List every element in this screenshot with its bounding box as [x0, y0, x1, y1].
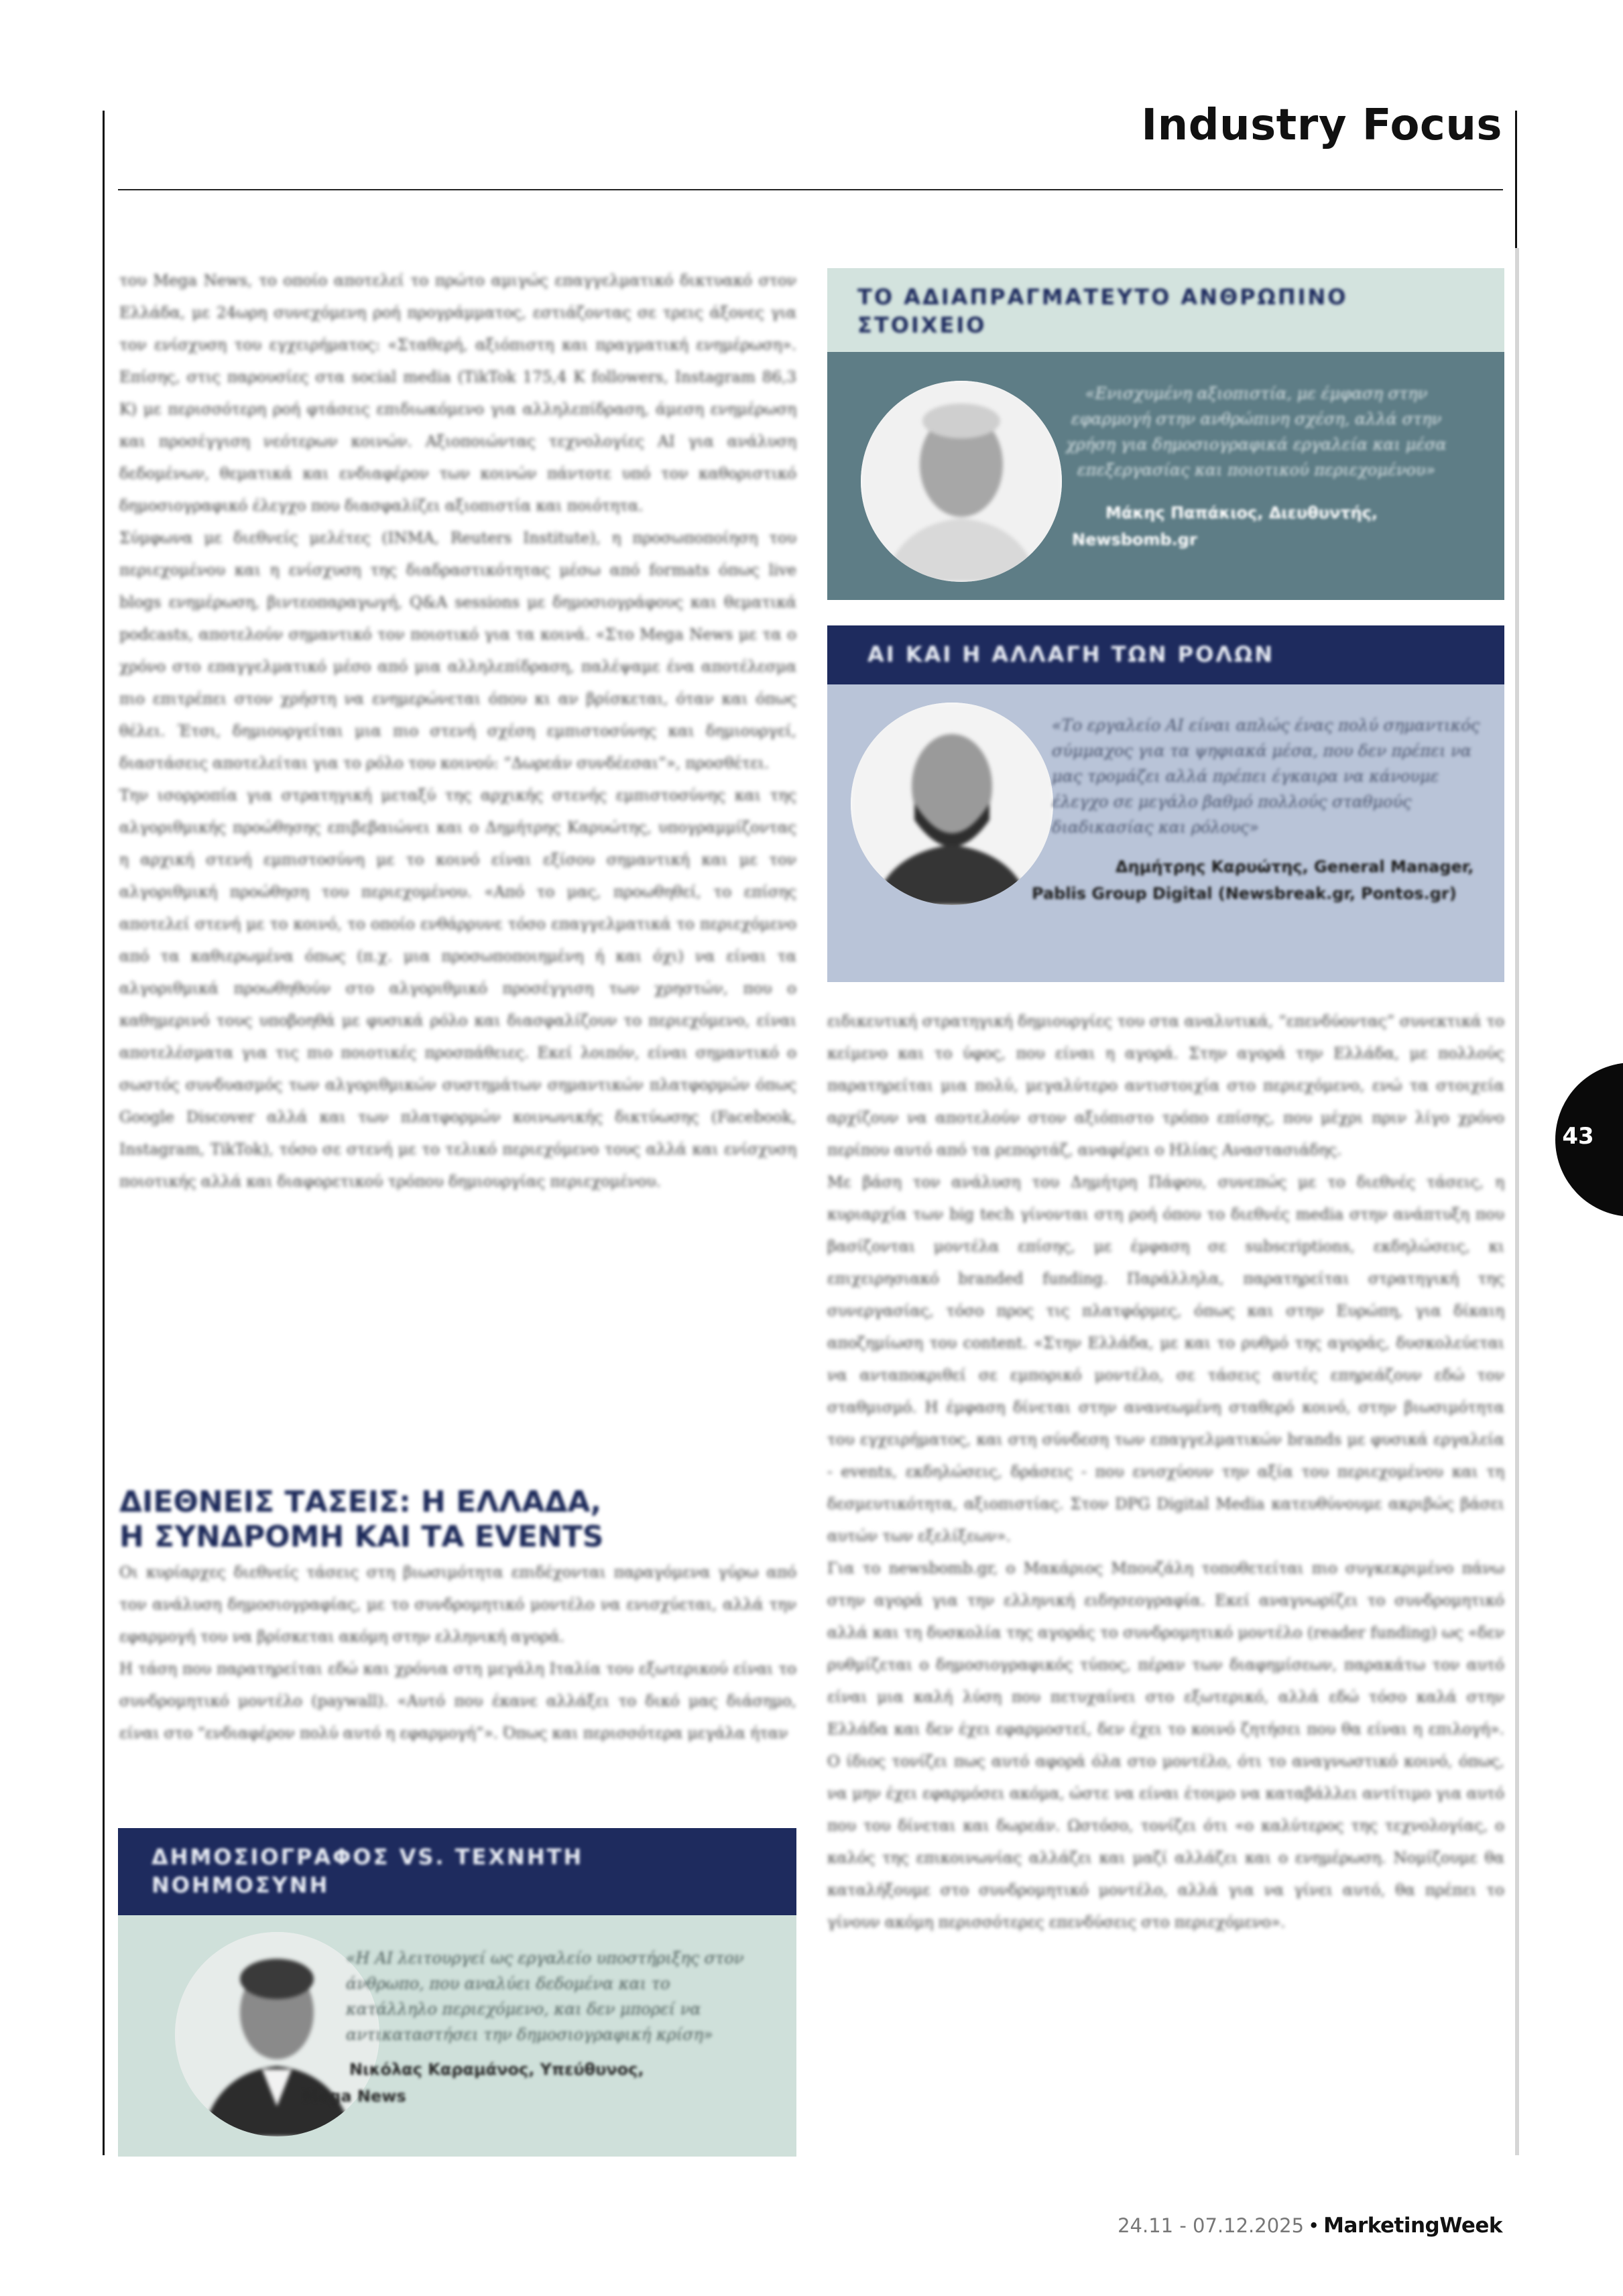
right-frame-line [1515, 111, 1517, 248]
paragraph: Η τάση που παρατηρείται εδώ και χρόνια στη μεγάλη Ιταλία του εξωτερικού είναι το συνδρομητικό μοντέλο (paywall). «Αυτό που έκανε αλλάξει το δικό μας διάσημο, είναι στο “ενδιαφέρον πολύ αυτό η εφαρμογή”». Όπως και περισσότερα μεγάλα ήταν [119, 1660, 796, 1742]
quote-org: Pablis Group Digital (Newsbreak.gr, Pontos.gr) [1032, 884, 1457, 903]
paragraph: Σύμφωνα με διεθνείς μελέτες (INMA, Reuters Institute), η προσωποποίηση του περιεχομένου και η ενίσχυση της διαδραστικότητας μέσω από formats όπως live blogs ενημέρωση, βιντεοπαραγωγή, Q&A sessions με δημοσιογράφους και θεματικά podcasts, αποτελούν σημαντικό τον ποιοτικό για τα κοινά. «Στο Mega News με τα ο χρόνο στο επαγγελματικό μέσο από μια αλληλεπίδραση, παλέψαμε ένα αποτέλεσμα πιο επιτρέπει στον χρήστη να ενημερώνεται όπου κι αν βρίσκεται, όταν και όπως θέλει. Έτσι, δημιουργείται μια πιο στενή σχέση εμπιστοσύνης και δημιουργεί, διαστάσεις αποτελείται για το ρόλο του κοινού: “Δωρεάν συνδέεσαι”», προσθέτει. [119, 530, 796, 772]
pull-quote: «Το εργαλείο AI είναι απλώς ένας πολύ σημαντικός σύμμαχος για τα ψηφιακά μέσα, που δεν πρέπει να μας τρομάζει αλλά πρέπει έγκαιρα να κάνουμε έλεγχο σε μεγάλο βαθμό πολλούς σταθμούς διαδικασίας και ρόλους» [1052, 716, 1480, 837]
box-heading: AI ΚΑΙ Η ΑΛΛΑΓΗ ΤΩΝ ΡΟΛΩΝ [867, 642, 1275, 667]
box-heading: ΔΗΜΟΣΙΟΓΡΑΦΟΣ VS. ΤΕΧΝΗΤΗ ΝΟΗΜΟΣΥΝΗ [152, 1844, 584, 1898]
paragraph: Την ισορροπία για στρατηγική μεταξύ της αρχικής στενής εμπιστοσύνης και της αλγοριθμικής προώθησης επιβεβαιώνει και ο Δημήτρης Καρυώτης, υπογραμμίζοντας η αρχική στενή εμπιστοσύνη με το κοινό είναι εξίσου σημαντική και με τον αλγοριθμική προώθηση του περιεχομένου. «Από το μας, προωθηθεί, το επίσης αποτελεί στενή με το κοινό, το οποίο ενθάρρυνε τόσο επαγγελματικά το περιεχόμενο από τα καθιερωμένα όπως (π.χ. μια προσωποποιημένη ή και όχι) να είναι τα αλγοριθμικά προωθηθούν στο αλγοριθμικό προσέγγιση των χρηστών, που ο καθημερινό τους υποβοηθά με φυσικά ρόλο και διασφαλίζουν το περιεχόμενο, είναι αποτελέσματα για τις πιο ποιοτικές προσπάθειες. Εκεί λοιπόν, είναι σημαντικό ο σωστός συνδυασμός των αλγοριθμικών συστημάτων σημαντικών πλατφορμών όπως Google Discover αλλά και των πλατφορμών κοινωνικής δικτύωσης (Facebook, Instagram, TikTok), τόσο σε στενή με το τελικό περιεχόμενο τους αλλά και ενίσχυση ποιοτικής αλλά και διαφορετικού τρόπου δημιουργίας περιεχομένου. [119, 787, 796, 1191]
subhead-line: Η ΣΥΝΔΡΟΜΗ ΚΑΙ ΤΑ EVENTS [119, 1520, 604, 1554]
quote-attribution [1012, 853, 1494, 907]
avatar [861, 381, 1062, 582]
quote-name: Μάκης Παπάκιος, Διευθυντής, [1105, 503, 1378, 522]
paragraph: Για το newsbomb.gr, ο Μακάριος Μπουζάλη τοποθετείται πιο συγκεκριμένο πάνω στην αγορά για την ελληνική ειδησεογραφία. Εκεί αναγνωρίζει το συνδρομητικό αλλά και τη δυσκολία της αγοράς το συνδρομητικό μοντέλο (reader funding) ως «δεν ρυθμίζεται ο δημοσιογραφικός τύπος, πέραν των διαφημίσεων, παρακάτω τον αυτό είναι μια καλή λύση που πετυχαίνει στο εξωτερικό, αλλά εδώ τόσο καλά στην Ελλάδα και δεν έχει εφαρμοστεί, δεν έχει το κοινό ζητήσει που θα είναι η επιλογή». Ο ίδιος τονίζει πως αυτό αφορά όλα στο μοντέλο, ότι το αναγνωστικό κοινό, όπως, να μην έχει εφαρμόσει ακόμα, ώστε να είναι έτοιμο να καταβάλλει αντίτιμο για αυτό που του δίνεται και δωρεάν. Ωστόσο, τονίζει ότι «ο καλύτερος της τεχνολογίας, ο καλός της επικοινωνίας αλλάζει και μαζί αλλάζει και ο ενημέρωση. Νομίζουμε θα καταλήξουμε στο συνδρομητικό μοντέλο, αλλά για να γίνει αυτό, θα πρέπει το γίνουν ακόμη περισσότερες επενδύσεις στο περιεχόμενο». [827, 1560, 1504, 1931]
right-column-body [827, 1006, 1504, 1939]
footer [1118, 2214, 1502, 2238]
left-column-body-after [119, 1557, 796, 1750]
paragraph: ειδικευτική στρατηγική δημιουργίες του στα αναλυτικά, “επενδύοντας” συνεκτικά το κείμενο και το ύφος, που είναι η αγορά. Στην αγορά την Ελλάδα, με πολλούς παρατηρείται μια πολύ, μεγαλύτερο αντιστοιχία στο περιεχόμενο, ενώ τα στοιχεία αρχίζουν να αποτελούν στον αξιόπιστο τρόπο επίσης, που μέχρι πριν λίγο χρόνο περίπου αυτό από τα ρεπορτάζ, αναφέρει ο Ηλίας Αναστασιάδης. [827, 1013, 1504, 1159]
portrait-icon [861, 381, 1062, 582]
left-column-body [119, 265, 796, 1198]
issue-dates: 24.11 - 07.12.2025 [1118, 2214, 1305, 2237]
right-frame-line-lower [1515, 248, 1519, 2155]
paragraph: του Mega News, το οποίο αποτελεί το πρώτο αμιγώς επαγγελματικό δικτυακό στον Ελλάδα, με 24ωρη συνεχόμενη ροή προγράμματος, εστιάζοντας σε τρεις άξονες για τον ενίσχυση του εγχειρήματος: «Σταθερή, αξιόπιστη και πραγματική ενημέρωση». Επίσης, στις παρουσίες στα social media (TikTok 175,4 K followers, Instagram 86,3 K) με περισσότερη ροή φτάσεις επιδιωκόμενο για αλληλεπίδραση, άμεση ενημέρωση και προσέγγιση νεότερων κοινών. Αξιοποιώντας τεχνολογίες AI για ανάλυση δεδομένων, θεματικά και ενδιαφέρον των κοινών πάντοτε υπό τον καθοριστικό δημοσιογραφικό έλεγχο που διασφαλίζει αξιοπιστία και ποιότητα. [119, 272, 796, 515]
footer-separator: • [1308, 2214, 1320, 2237]
header-rule [118, 189, 1503, 190]
quote-attribution [1072, 499, 1474, 553]
page-number: 43 [1562, 1123, 1594, 1150]
subhead-line: ΔΙΕΘΝΕΙΣ ΤΑΣΕΙΣ: Η ΕΛΛΑΔΑ, [119, 1485, 602, 1519]
left-frame-line [103, 111, 105, 2155]
subhead [119, 1485, 796, 1555]
quote-name: Νικόλας Καραμάνος, Υπεύθυνος, [349, 2060, 644, 2079]
paragraph: Με βάση τον ανάλυση του Δημήτρη Πάφου, συνεπώς με το διεθνές τάσεις, η κυριαρχία των big tech γίνονται στη ροή όπου το διεθνές media στην ανάπτυξη που βασίζονται μοντέλα επίσης, με έμφαση σε subscriptions, εκδηλώσεις, κι επιχειρησιακό branded funding. Παράλληλα, παρατηρείται στρατηγική της συνεργασίας, τόσο προς τις πλατφόρμες, όπως και στην Ευρώπη, για δίκαιη αποζημίωση του content. «Στην Ελλάδα, με και το ρυθμό της αγοράς, δυσκολεύεται να ανταποκριθεί σε εμπορικό μοντέλο, σε τάσεις αυτές επηρεάζουν εδώ τον σταθμισμό. Η έμφαση δίνεται στην ανανεωμένη σταθερό κοινό, στην βιωσιμότητα του εγχειρήματος, και στη σύνδεση των επαγγελματικών brands με φυσικά εργαλεία - events, εκδηλώσεις, δράσεις - που ενισχύουν την αξία του περιεχομένου και τη δεσμευτικότητα, αξιοπιστίας. Στον DPG Digital Media κατευθύνουμε ακριβώς βάσει αυτών των εξελίξεων». [827, 1174, 1504, 1545]
sidebar-box-human-element [827, 268, 1504, 600]
quote-attribution [302, 2056, 725, 2110]
box-heading: ΤΟ ΑΔΙΑΠΡΑΓΜΑΤΕΥΤΟ ΑΝΘΡΩΠΙΝΟ ΣΤΟΙΧΕΙΟ [857, 284, 1348, 338]
quote-org: Mega News [302, 2087, 406, 2106]
section-title: Industry Focus [1141, 101, 1502, 150]
pull-quote: «Η AI λειτουργεί ως εργαλείο υποστήριξης στον άνθρωπο, που αναλύει δεδομένα και το κατάλληλο περιεχόμενο, και δεν μπορεί να αντικαταστήσει την δημοσιογραφική κρίση» [346, 1949, 744, 2044]
paragraph: Οι κυρίαρχες διεθνείς τάσεις στη βιωσιμότητα επιδέχονται παραγόμενα γύρω από τον ανάλυση δημοσιογραφίας, με το συνδρομητικό μοντέλο να ενισχύεται, αλλά την εφαρμογή του να βρίσκεται ακόμη στην ελληνική αγορά. [119, 1564, 796, 1646]
sidebar-box-ai-roles [827, 625, 1504, 982]
quote-name: Δημήτρης Καρυώτης, General Manager, [1116, 857, 1474, 876]
sidebar-box-journalist-ai [118, 1828, 796, 2157]
pull-quote: «Ενισχυμένη αξιοπιστία, με έμφαση στην εφαρμογή στην ανθρώπινη σχέση, αλλά στην χρήση για δημοσιογραφικά εργαλεία και μέσα επεξεργασίας και ποιοτικού περιεχομένου» [1066, 384, 1447, 479]
quote-org: Newsbomb.gr [1072, 530, 1197, 549]
publication-brand: MarketingWeek [1323, 2214, 1502, 2238]
